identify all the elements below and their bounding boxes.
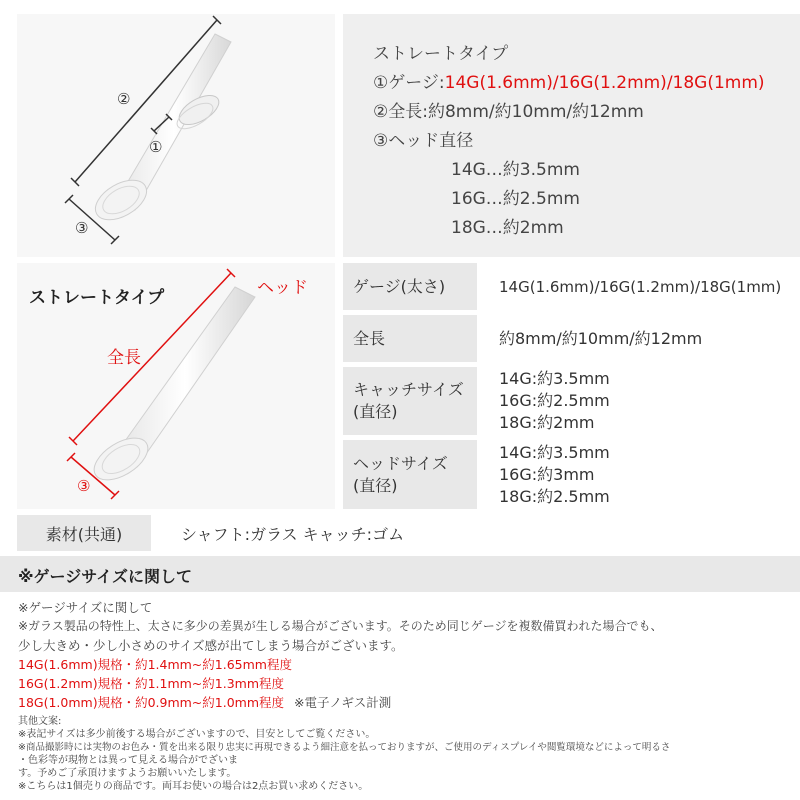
top-spec-panel xyxy=(343,14,800,257)
gauge-note-line2: ※ガラス製品の特性上、太さに多少の差異が生しる場合がございます。そのため同じゲージを複数備買われた場合でも、 xyxy=(18,619,663,633)
spec-table xyxy=(343,263,800,509)
gauge-spec-16: 16G(1.2mm)規格・約1.1mm~約1.3mm程度 xyxy=(18,676,285,691)
material-value: シャフト:ガラス キャッチ:ゴム xyxy=(181,524,405,544)
spec-label-gauge: ゲージ(太さ) xyxy=(343,263,477,310)
gauge-value: 14G(1.6mm)/16G(1.2mm)/18G(1mm) xyxy=(444,73,765,93)
spec-value-gauge: 14G(1.6mm)/16G(1.2mm)/18G(1mm) xyxy=(499,277,782,296)
spec-label-length: 全長 xyxy=(343,315,477,362)
other-line4: す。予めご了承頂けますようお願いいたします。 xyxy=(18,768,237,779)
catch-size-18: 18G:約2mm xyxy=(499,413,595,432)
material-row xyxy=(17,515,800,551)
gauge-spec-18-line xyxy=(18,693,798,712)
other-line5: ※こちらは1個売りの商品です。両耳お使いの場合は2点お買い求めください。 xyxy=(18,781,369,792)
other-line1: ※表記サイズは多少前後する場合がございますので、目安としてご覧ください。 xyxy=(18,729,376,740)
catch-size-16: 16G:約2.5mm xyxy=(499,391,610,410)
top-panel-length: ②全長:約8mm/約10mm/約12mm xyxy=(373,102,644,122)
other-line3: ・色彩等が現物とは異って見える場合がでざいま xyxy=(18,755,238,766)
top-panel-head-16: 16G…約2.5mm xyxy=(451,189,580,209)
spec-label-catch: キャッチサイズ (直径) xyxy=(343,367,477,435)
head-size-18: 18G:約2.5mm xyxy=(499,486,610,506)
material-label: 素材(共通) xyxy=(17,515,151,551)
other-notes xyxy=(18,715,800,793)
gauge-spec-14: 14G(1.6mm)規格・約1.4mm~約1.65mm程度 xyxy=(18,657,292,672)
catch-size-14: 14G:約3.5mm xyxy=(499,369,610,388)
gauge-note-line3: 少し大きめ・少し小さめのサイズ感が出てしまう場合がございます。 xyxy=(18,638,404,653)
gauge-spec-18: 18G(1.0mm)規格・約0.9mm~約1.0mm程度 xyxy=(18,695,285,710)
gauge-prefix: ①ゲージ: xyxy=(373,73,445,93)
top-panel-title: ストレートタイプ xyxy=(373,44,509,64)
top-panel-head-18: 18G…約2mm xyxy=(451,218,564,238)
spec-row-length xyxy=(343,315,800,362)
measure-note: ※電子ノギス計測 xyxy=(294,695,392,710)
mid-image-title: ストレートタイプ xyxy=(29,288,165,308)
spec-value-length: 約8mm/約10mm/約12mm xyxy=(499,328,703,348)
plug-diagram-top xyxy=(17,14,335,257)
gauge-note-header xyxy=(0,556,800,592)
mid-product-image xyxy=(17,263,335,509)
spec-row-gauge xyxy=(343,263,800,310)
spec-value-head xyxy=(485,440,800,509)
dimension-label-1: ① xyxy=(149,138,163,156)
top-panel-head-14: 14G…約3.5mm xyxy=(451,160,580,180)
other-title: 其他文案: xyxy=(18,716,62,727)
gauge-note-title: ※ゲージサイズに関して xyxy=(18,567,192,586)
length-label: 全長 xyxy=(107,348,141,368)
gauge-note-body xyxy=(18,598,798,712)
spec-row-head xyxy=(343,440,800,509)
top-panel-head-title: ③ヘッド直径 xyxy=(373,131,474,151)
top-panel-gauge xyxy=(373,69,793,98)
head-size-16: 16G:約3mm xyxy=(499,464,595,484)
dimension-label-3: ③ xyxy=(75,219,89,237)
head-size-14: 14G:約3.5mm xyxy=(499,442,610,462)
spec-value-catch xyxy=(485,367,800,435)
dimension-label-2: ② xyxy=(117,90,131,108)
head-label: ヘッド xyxy=(257,278,308,298)
spec-label-head: ヘッドサイズ (直径) xyxy=(343,440,477,509)
dimension-label-3-mid: ③ xyxy=(77,477,91,495)
top-product-image xyxy=(17,14,335,257)
other-line2: ※商品撮影時には実物のお色み・質を出来る限り忠実に再現できるよう細注意を払っておりますが、ご使用のディスプレイや閲覧環境などによって明るさ xyxy=(18,742,671,753)
gauge-note-line1: ※ゲージサイズに関して xyxy=(18,600,153,615)
spec-row-catch xyxy=(343,367,800,435)
